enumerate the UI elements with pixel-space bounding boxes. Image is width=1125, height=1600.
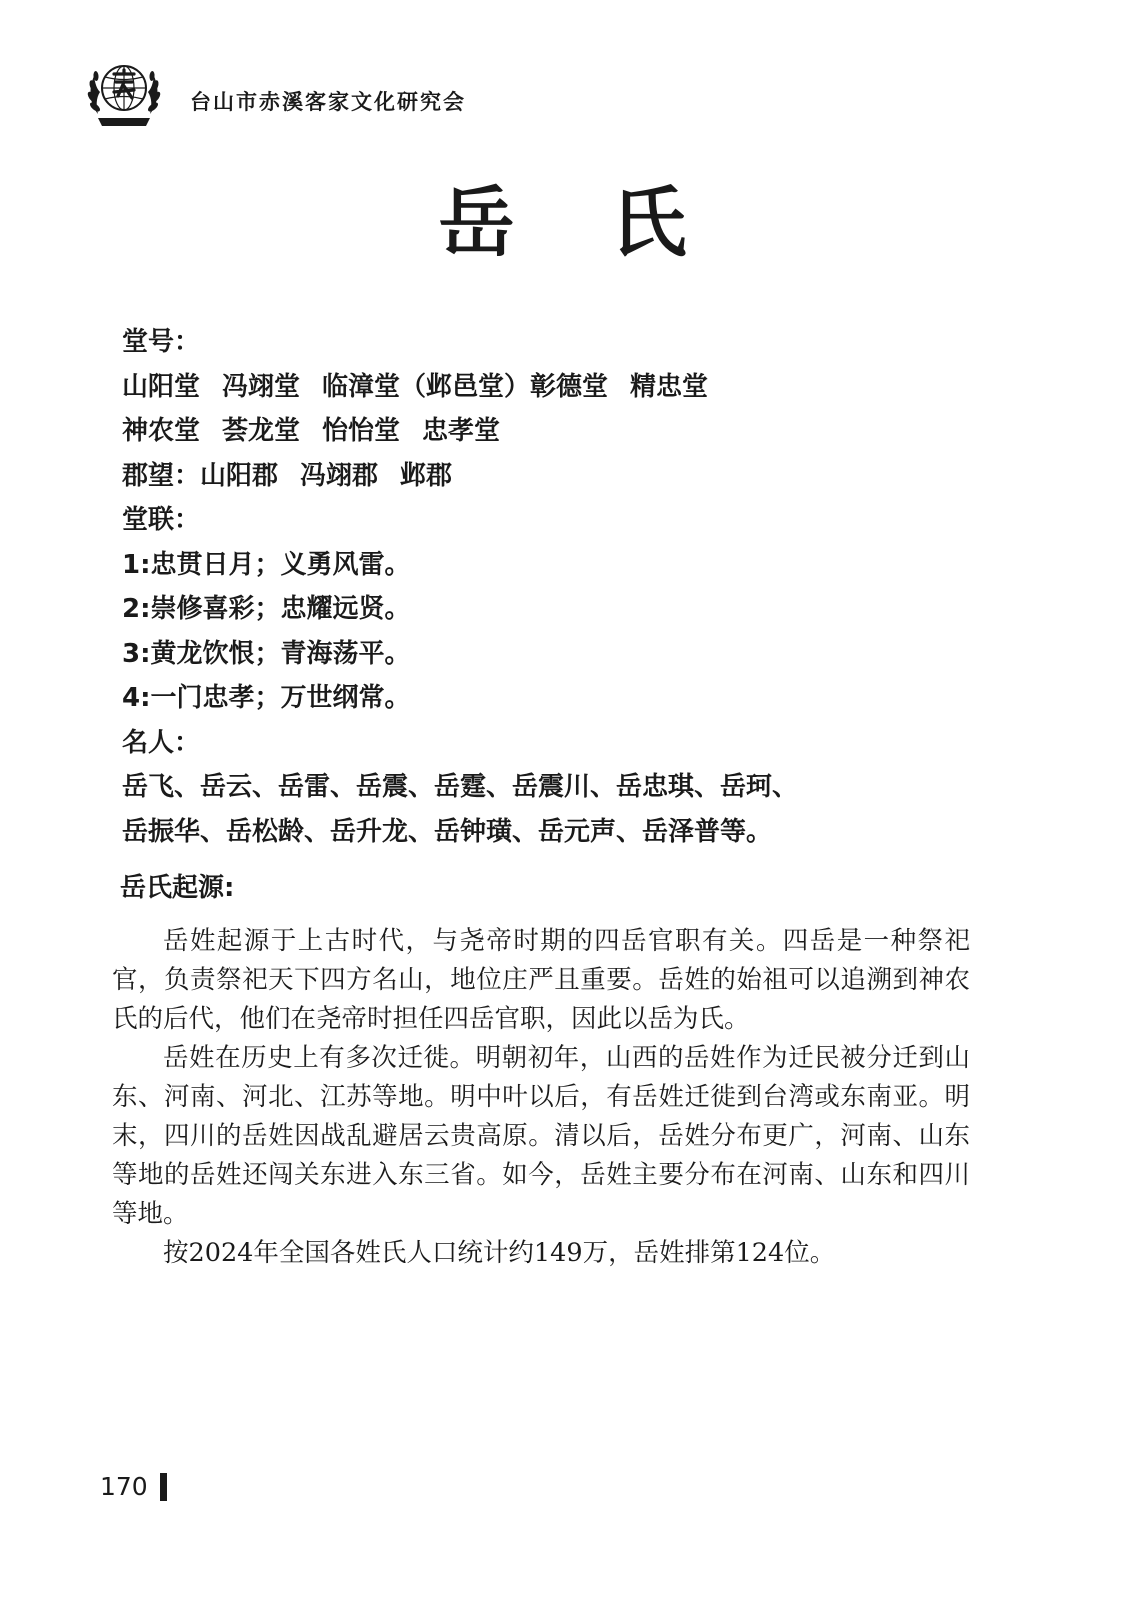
origin-paragraph: 岳姓在历史上有多次迁徙。明朝初年，山西的岳姓作为迁民被分迁到山东、河南、河北、江苏等地。明中叶以后，有岳姓迁徙到台湾或东南亚。明末，四川的岳姓因战乱避居云贵高原。清以后，岳姓分布更广，河南、山东等地的岳姓还闯关东进入东三省。如今，岳姓主要分布在河南、山东和四川等地。 bbox=[112, 1043, 970, 1229]
origin-heading: 岳氏起源: bbox=[120, 873, 235, 903]
celebrities-line-2: 岳振华、岳松龄、岳升龙、岳钟璜、岳元声、岳泽普等。 bbox=[122, 816, 773, 847]
title-char-surname: 岳 bbox=[438, 178, 515, 267]
page-footer bbox=[100, 1472, 167, 1501]
hall-name: 临漳堂（邺邑堂）彰德堂 bbox=[322, 371, 609, 402]
halls-line-2 bbox=[122, 409, 1022, 454]
halls-line-1 bbox=[122, 365, 1022, 410]
celebrities-line-1: 岳飞、岳云、岳雷、岳震、岳霆、岳震川、岳忠琪、岳珂、 bbox=[122, 772, 799, 802]
hall-name: 神农堂 bbox=[122, 416, 201, 446]
hall-name: 忠孝堂 bbox=[422, 416, 501, 446]
hall-name: 冯翊堂 bbox=[222, 371, 301, 402]
commandery-line bbox=[122, 454, 1022, 499]
couplet-item: 4:一门忠孝；万世纲常。 bbox=[122, 683, 411, 713]
hall-name: 山阳堂 bbox=[122, 371, 201, 402]
association-emblem-icon bbox=[84, 52, 164, 132]
clan-info-section bbox=[122, 320, 1022, 854]
origin-body bbox=[112, 922, 970, 1273]
commandery-name: 山阳郡 bbox=[200, 460, 279, 491]
origin-paragraph: 按2024年全国各姓氏人口统计约149万，岳姓排第124位。 bbox=[163, 1238, 836, 1268]
hall-name: 精忠堂 bbox=[630, 371, 709, 402]
page-number: 170 bbox=[100, 1472, 148, 1501]
hall-label: 堂号： bbox=[122, 327, 201, 357]
couplet-item: 1:忠贯日月；义勇风雷。 bbox=[122, 549, 411, 580]
couplet-item: 2:崇修喜彩；忠耀远贤。 bbox=[122, 594, 411, 624]
hall-name: 荟龙堂 bbox=[222, 416, 301, 446]
commandery-label: 郡望： bbox=[122, 460, 201, 491]
commandery-name: 邺郡 bbox=[400, 460, 453, 491]
organization-name: 台山市赤溪客家文化研究会 bbox=[190, 89, 466, 114]
celebrities-label: 名人： bbox=[122, 727, 201, 758]
page-number-bar bbox=[160, 1473, 167, 1501]
commandery-name: 冯翊郡 bbox=[300, 460, 379, 491]
hall-name: 怡怡堂 bbox=[322, 416, 401, 446]
origin-paragraph: 岳姓起源于上古时代，与尧帝时期的四岳官职有关。四岳是一种祭祀官，负责祭祀天下四方名山，地位庄严且重要。岳姓的始祖可以追溯到神农氏的后代，他们在尧帝时担任四岳官职，因此以岳为氏。 bbox=[112, 926, 970, 1034]
page-title bbox=[0, 178, 1125, 268]
couplet-item: 3:黄龙饮恨；青海荡平。 bbox=[122, 638, 411, 669]
page-header bbox=[84, 52, 466, 132]
title-char-clan: 氏 bbox=[610, 178, 687, 267]
couplet-label: 堂联： bbox=[122, 505, 201, 535]
